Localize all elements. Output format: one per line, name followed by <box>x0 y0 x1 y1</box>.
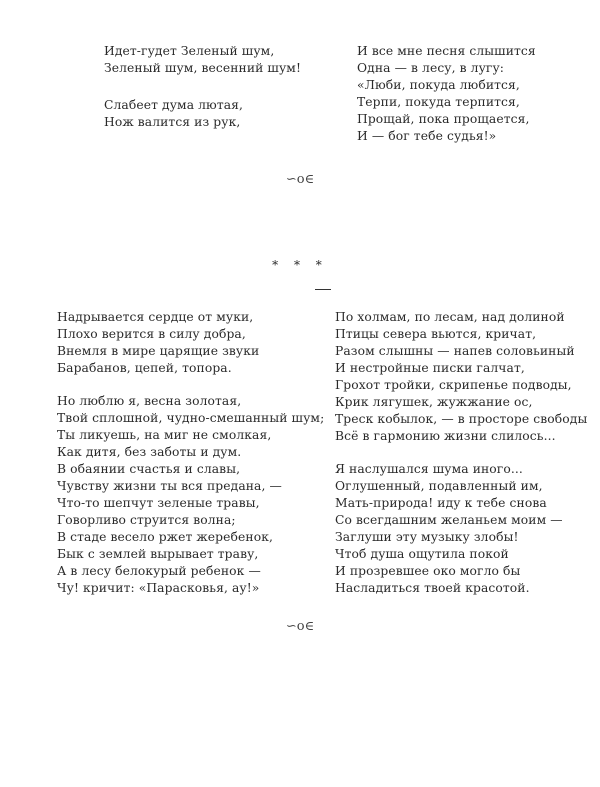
verse-line: Бык с землей вырывает траву, <box>57 547 259 561</box>
verse-line: Но люблю я, весна золотая, <box>57 394 242 408</box>
stanza <box>57 309 324 377</box>
verse-line: Треск кобылок, — в просторе свободы <box>335 412 588 426</box>
verse-line: Одна — в лесу, в лугу: <box>357 61 505 75</box>
verse-line: В стаде весело ржет жеребенок, <box>57 530 273 544</box>
stanza <box>104 97 301 131</box>
section-asterisks: * * * <box>272 258 328 272</box>
verse-line: И — бог тебе судья!» <box>357 129 497 143</box>
verse-line: Зеленый шум, весенний шум! <box>104 61 301 75</box>
ornament-divider-top: ∽o∈ <box>285 172 315 187</box>
section-dash <box>315 289 331 290</box>
verse-line: По холмам, по лесам, над долиной <box>335 310 565 324</box>
verse-line: Чувству жизни ты вся предана, — <box>57 479 282 493</box>
poem-bottom-right-column <box>335 309 587 613</box>
verse-line: Твой сплошной, чудно-смешанный шум; <box>57 411 325 425</box>
verse-line: Что-то шепчут зеленые травы, <box>57 496 260 510</box>
poem-top-right-column <box>357 43 536 161</box>
verse-line: Барабанов, цепей, топора. <box>57 361 232 375</box>
verse-line: И нестройные писки галчат, <box>335 361 525 375</box>
verse-line: Всё в гармонию жизни слилось... <box>335 429 556 443</box>
stanza <box>104 43 301 77</box>
verse-line: «Люби, покуда любится, <box>357 78 520 92</box>
verse-line: Чтоб душа ощутила покой <box>335 547 509 561</box>
verse-line: Говорливо струится волна; <box>57 513 236 527</box>
poem-bottom-left-column <box>57 309 324 613</box>
verse-line: Нож валится из рук, <box>104 115 241 129</box>
verse-line: Ты ликуешь, на миг не смолкая, <box>57 428 272 442</box>
stanza <box>335 309 587 445</box>
verse-line: Заглуши эту музыку злобы! <box>335 530 519 544</box>
verse-line: Крик лягушек, жужжание ос, <box>335 395 533 409</box>
verse-line: В обаянии счастья и славы, <box>57 462 241 476</box>
verse-line: И прозревшее око могло бы <box>335 564 521 578</box>
stanza <box>335 461 587 597</box>
verse-line: И все мне песня слышится <box>357 44 536 58</box>
verse-line: А в лесу белокурый ребенок — <box>57 564 261 578</box>
verse-line: Со всегдашним желаньем моим — <box>335 513 563 527</box>
ornament-divider-bottom: ∽o∈ <box>285 619 315 634</box>
verse-line: Идет-гудет Зеленый шум, <box>104 44 275 58</box>
verse-line: Грохот тройки, скрипенье подводы, <box>335 378 572 392</box>
poem-top-left-column <box>104 43 301 147</box>
verse-line: Разом слышны — напев соловьиный <box>335 344 575 358</box>
verse-line: Плохо верится в силу добра, <box>57 327 246 341</box>
stanza <box>57 393 324 597</box>
verse-line: Чу! кричит: «Парасковья, ау!» <box>57 581 260 595</box>
verse-line: Прощай, пока прощается, <box>357 112 530 126</box>
verse-line: Птицы севера вьются, кричат, <box>335 327 537 341</box>
verse-line: Терпи, покуда терпится, <box>357 95 520 109</box>
verse-line: Надрывается сердце от муки, <box>57 310 254 324</box>
verse-line: Я наслушался шума иного... <box>335 462 523 476</box>
verse-line: Как дитя, без заботы и дум. <box>57 445 242 459</box>
stanza <box>357 43 536 145</box>
verse-line: Слабеет дума лютая, <box>104 98 244 112</box>
verse-line: Мать-природа! иду к тебе снова <box>335 496 547 510</box>
verse-line: Оглушенный, подавленный им, <box>335 479 543 493</box>
verse-line: Насладиться твоей красотой. <box>335 581 530 595</box>
verse-line: Внемля в мире царящие звуки <box>57 344 260 358</box>
